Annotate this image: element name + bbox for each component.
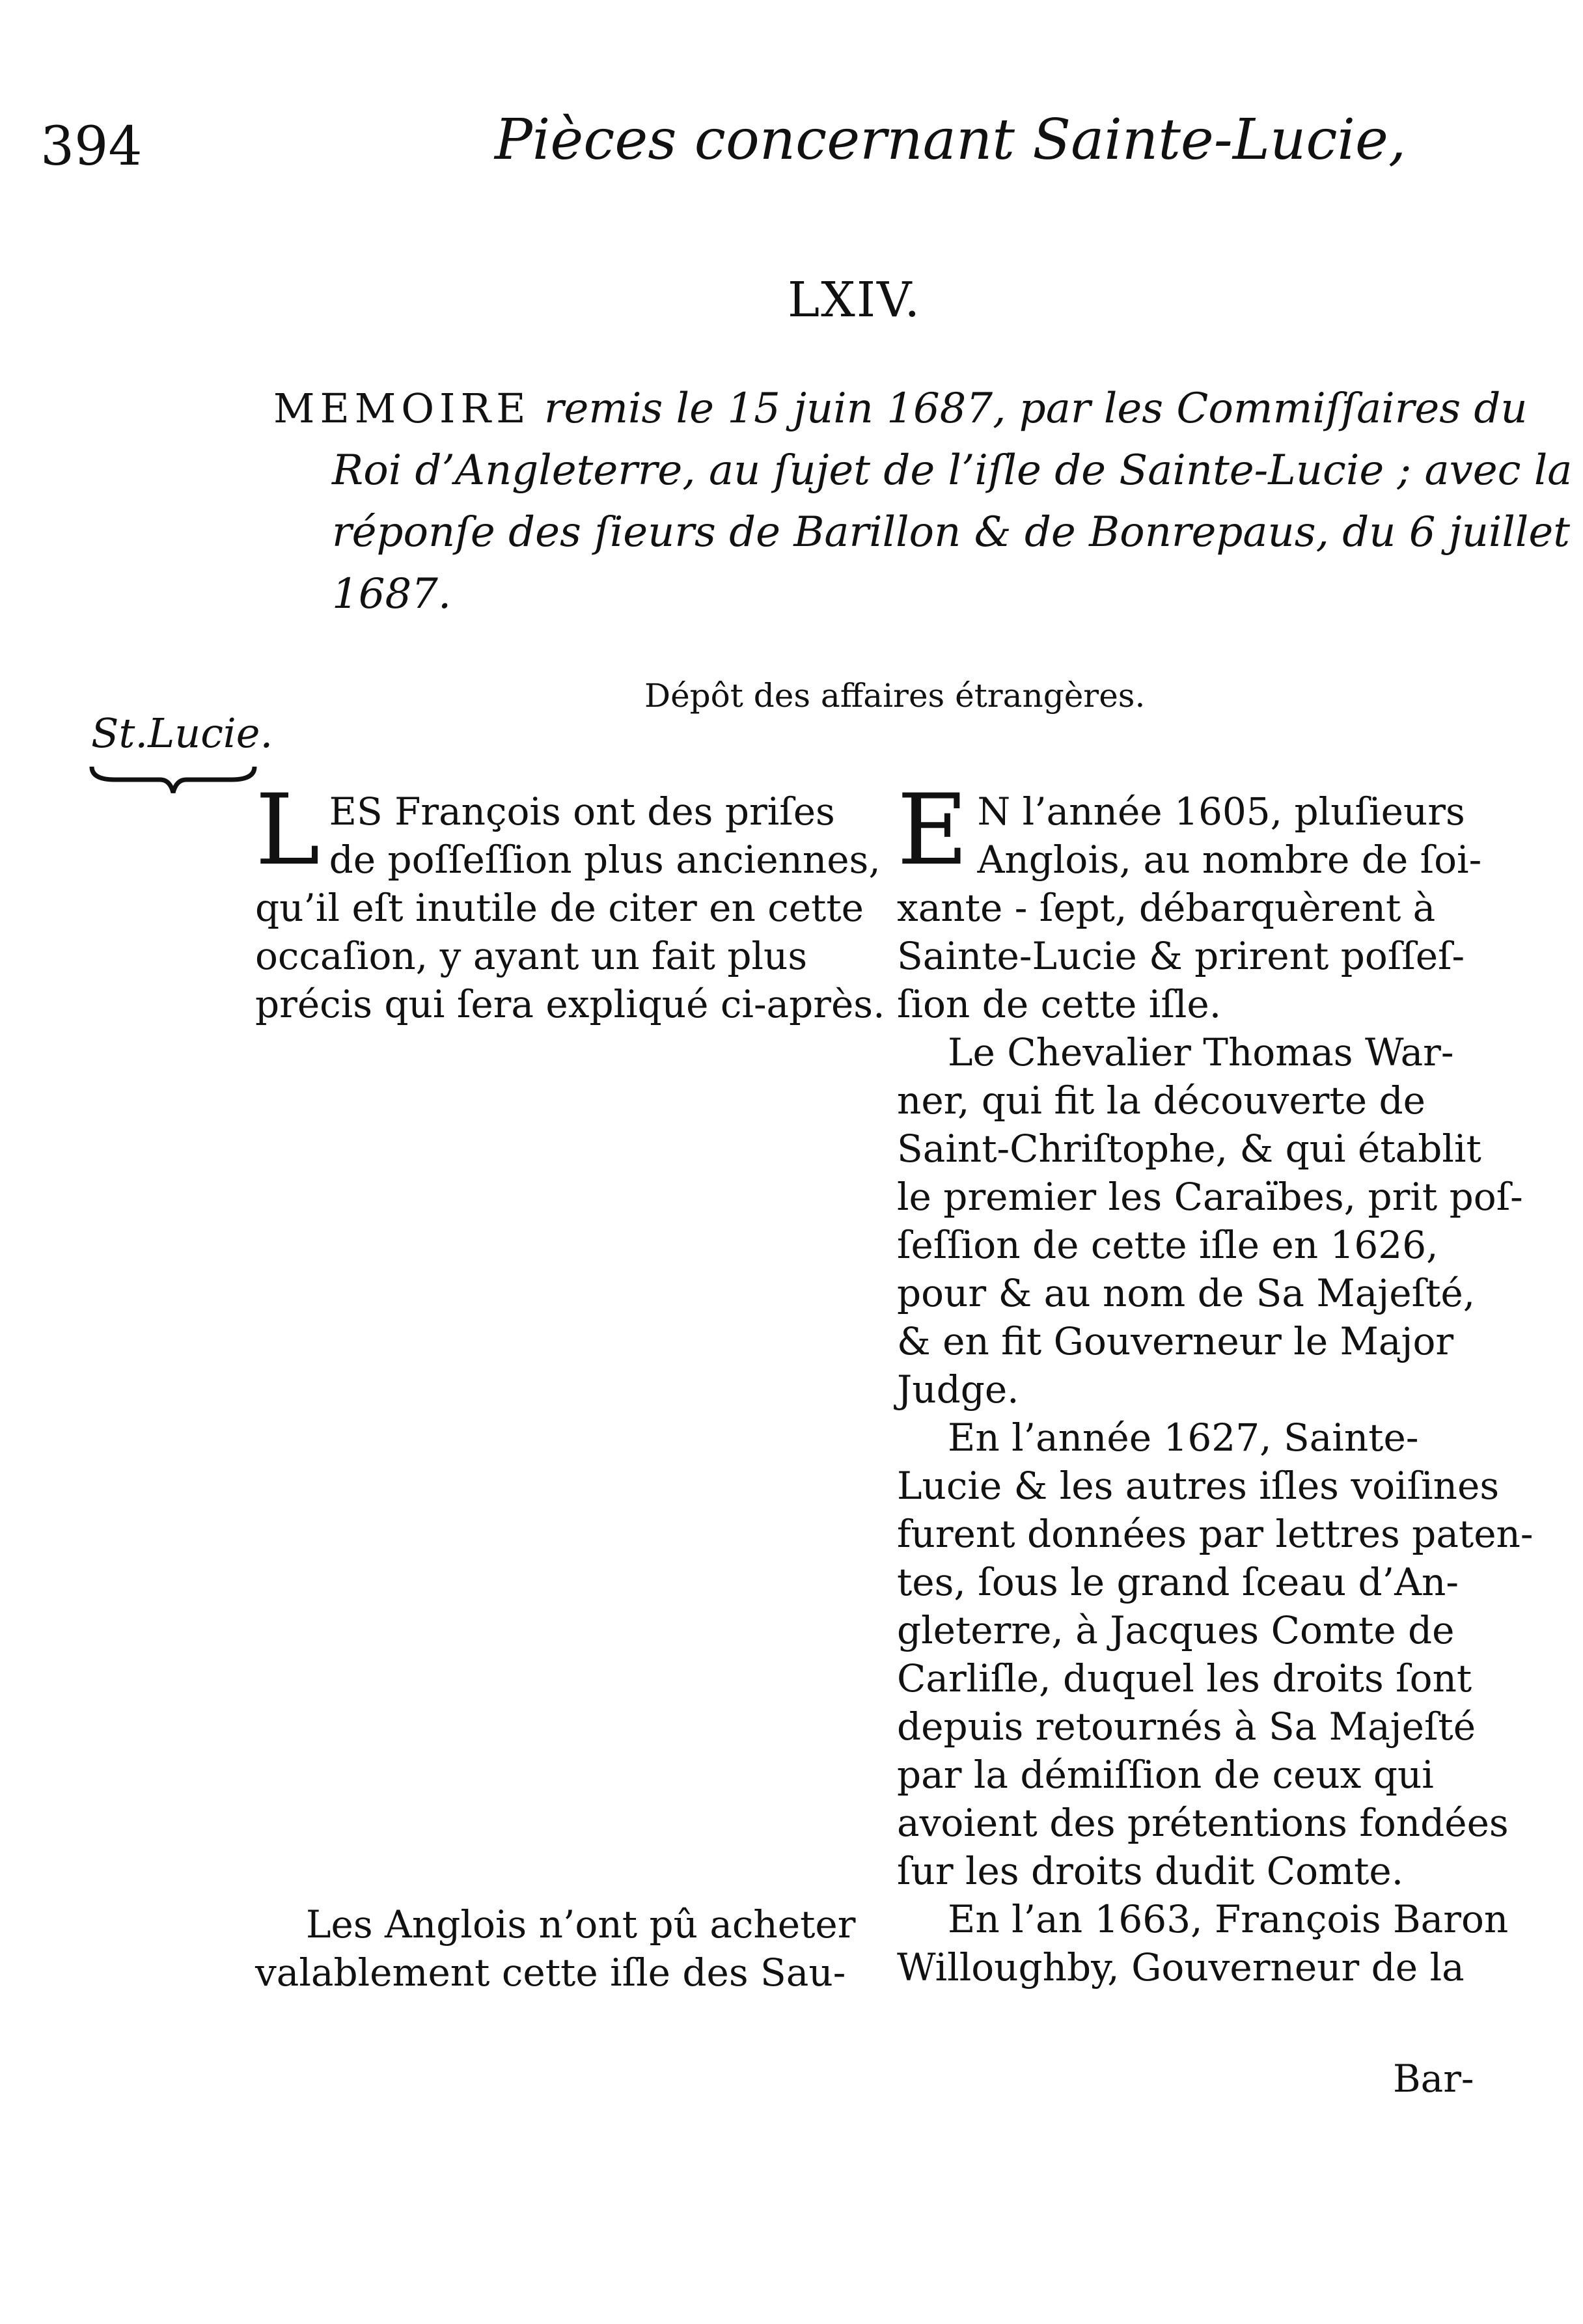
left-line: de poſſeſſion plus anciennes, [329,838,881,882]
memoire-line-1 [273,377,1528,440]
margin-note: St.Lucie. [91,709,273,757]
left-line: qu’il eſt inutile de citer en cette [255,886,864,930]
memoire-caps: MEMOIRE [273,385,531,432]
memoire-line-1-text: remis le 15 juin 1687, par les Commiſſaires du [544,385,1528,433]
page-number: 394 [40,116,143,178]
memoire-heading [273,377,1573,625]
right-line: gleterre, à Jacques Comte de [897,1608,1455,1652]
right-column [897,774,1534,1991]
left-line: précis qui ſera expliqué ci-après. [255,982,885,1026]
right-line: le premier les Caraïbes, prit poſ- [897,1175,1523,1219]
right-dropcap: E [897,774,969,887]
right-line: Saint-Chriſtophe, & qui établit [897,1127,1481,1171]
left-column-second [255,1900,854,1997]
source-note: Dépôt des affaires étrangères. [644,677,1146,715]
left-dropcap: L [255,774,320,887]
brace-icon [89,760,258,799]
right-line: N l’année 1605, pluſieurs [977,789,1465,834]
right-line: Judge. [897,1367,1019,1412]
right-line: furent données par lettres paten- [897,1512,1534,1556]
right-line: Carliſle, duquel les droits ſont [897,1656,1472,1701]
section-number: LXIV. [788,272,922,328]
memoire-line-4: 1687. [332,570,452,618]
left-line: Les Anglois n’ont pû acheter [306,1902,856,1947]
right-line: avoient des prétentions fondées [897,1801,1509,1845]
left-line: ES François ont des priſes [329,789,835,834]
right-line: & en fit Gouverneur le Major [897,1319,1454,1363]
left-line: occaſion, y ayant un fait plus [255,934,808,978]
right-line: par la démiſſion de ceux qui [897,1753,1434,1797]
memoire-line-3: réponſe des ſieurs de Barillon & de Bonrepaus, du 6 juillet [332,508,1570,556]
catchword: Bar- [1393,2057,1474,2101]
right-line: En l’an 1663, François Baron [948,1897,1509,1941]
left-line: valablement cette iſle des Sau- [255,1950,846,1995]
left-column [255,774,885,1028]
right-line: tes, ſous le grand ſceau d’An- [897,1560,1459,1604]
right-line: En l’année 1627, Sainte- [948,1415,1419,1460]
right-line: ſur les droits dudit Comte. [897,1849,1404,1893]
running-title: Pièces concernant Sainte-Lucie, [495,107,1407,172]
right-line: ner, qui fit la découverte de [897,1078,1425,1123]
right-line: Anglois, au nombre de ſoi- [977,838,1482,882]
right-line: depuis retournés à Sa Majeſté [897,1704,1476,1749]
right-line: pour & au nom de Sa Majeſté, [897,1271,1476,1315]
right-line: Willoughby, Gouverneur de la [897,1945,1465,1989]
right-line: Le Chevalier Thomas War- [948,1030,1454,1074]
right-line: xante - ſept, débarquèrent à [897,886,1436,930]
right-line: Lucie & les autres iſles voiſines [897,1464,1500,1508]
right-line: Sainte-Lucie & prirent poſſeſ- [897,934,1465,978]
memoire-line-2: Roi d’Angleterre, au ſujet de l’iſle de Sainte-Lucie ; avec la [332,446,1573,495]
right-line: ſeſſion de cette iſle en 1626, [897,1223,1438,1267]
right-line: ſion de cette iſle. [897,982,1222,1026]
